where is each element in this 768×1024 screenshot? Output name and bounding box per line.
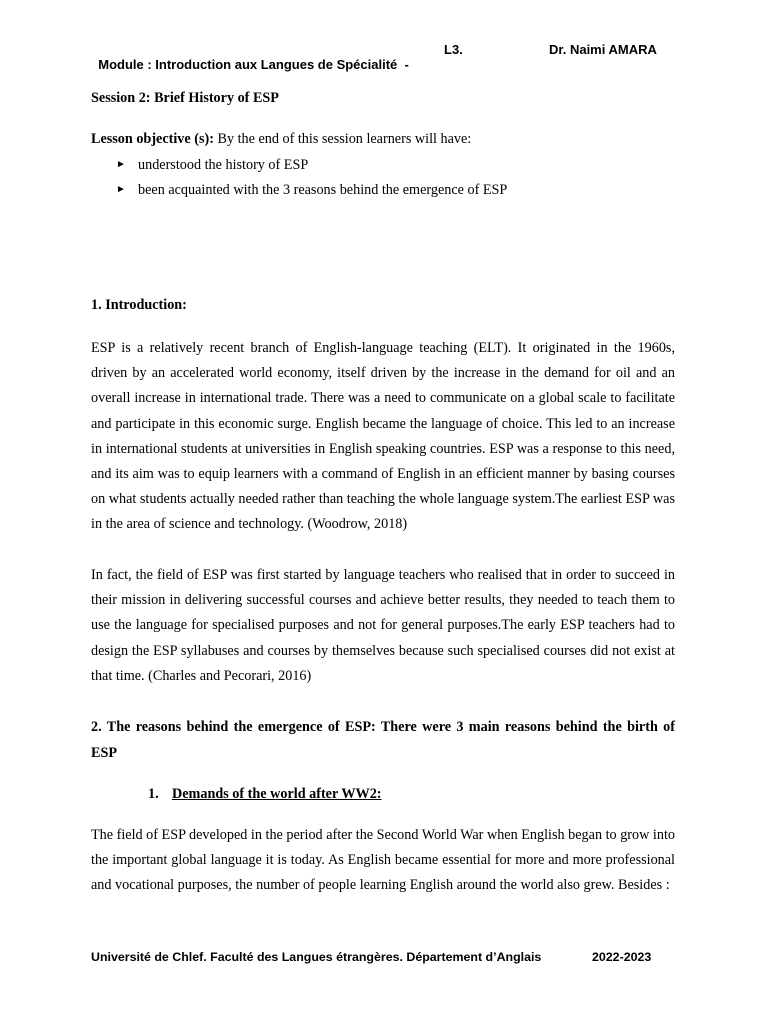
- arrow-bullet-icon: ►: [116, 159, 126, 170]
- header-module: Module : Introduction aux Langues de Spécialité -: [98, 57, 409, 72]
- lesson-objective: [91, 131, 471, 148]
- section-heading-introduction: 1. Introduction:: [91, 297, 187, 313]
- footer-year: 2022-2023: [592, 950, 652, 964]
- subheading-demands: [148, 786, 382, 803]
- demands-paragraph: The field of ESP developed in the period after the Second World War when English began to grow into the important global language it is today. As English became essential for more and more professional and vocational purposes, the number of people learning English around the world also grew. Besides :: [91, 827, 675, 894]
- list-item-text: understood the history of ESP: [138, 157, 309, 173]
- objective-list: [116, 155, 507, 205]
- header-author: Dr. Naimi AMARA: [549, 42, 657, 57]
- list-item: [116, 155, 507, 180]
- intro-paragraph-2: In fact, the field of ESP was first started by language teachers who realised that in order to succeed in their mission in delivering successful courses and achieve better results, they needed to teach them to use the language for specialised purposes and not for general purposes.The early ESP teachers had to design the ESP syllabuses and courses by themselves because such specialised courses did not exist at that time. (Charles and Pecorari, 2016): [91, 567, 675, 684]
- arrow-bullet-icon: ►: [116, 184, 126, 195]
- list-item: [116, 180, 507, 205]
- list-item-text: been acquainted with the 3 reasons behind the emergence of ESP: [138, 182, 508, 198]
- intro-paragraph-1: ESP is a relatively recent branch of English-language teaching (ELT). It originated in the 1960s, driven by an accelerated world economy, itself driven by the increase in the demand for oil and an overall increase in international trade. There was a need to communicate on a global scale to facilitate and participate in this economic surge. English became the language of choice. This led to an increase in international students at universities in English speaking countries. ESP was a response to this need, and its aim was to equip learners with a command of English in an efficient manner by basing courses on what students actually needed rather than teaching the whole language system.The earliest ESP was in the area of science and technology. (Woodrow, 2018): [91, 340, 675, 533]
- subheading-title: Demands of the world after WW2:: [172, 786, 382, 802]
- section-heading-reasons: 2. The reasons behind the emergence of ESP: There were 3 main reasons behind the birth of ESP: [91, 719, 675, 761]
- session-title: Session 2: Brief History of ESP: [91, 90, 279, 106]
- page-footer: [91, 950, 652, 964]
- footer-institution: Université de Chlef. Faculté des Langues étrangères. Département d’Anglais: [91, 950, 542, 964]
- subheading-number: 1.: [148, 786, 159, 802]
- header-level: L3.: [444, 42, 463, 57]
- objective-label: Lesson objective (s):: [91, 131, 214, 147]
- objective-text: By the end of this session learners will have:: [213, 131, 472, 147]
